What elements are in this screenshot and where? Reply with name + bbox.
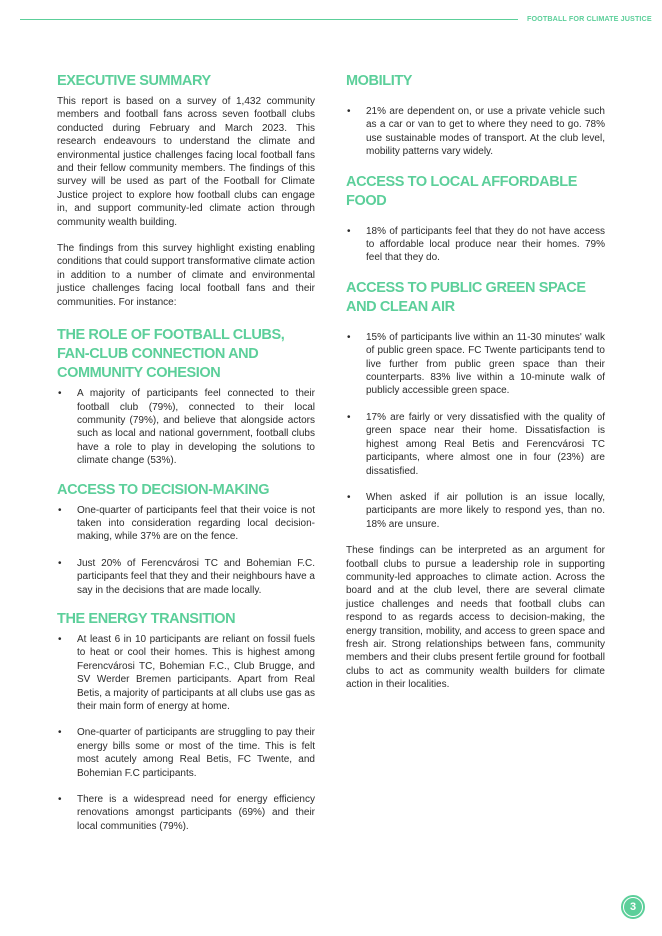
list-item: • Just 20% of Ferencvárosi TC and Bohemian F.C. participants feel that they and their neighbours have a say in the decisions that are made locally. — [57, 557, 315, 597]
list-item: • 15% of participants live within an 11-30 minutes' walk of public green space. FC Twente participants tend to live further from public green space than their counterparts. 83% live within a 10-minute walk of publicly accessible green space. — [346, 331, 605, 398]
heading-role-of-football-clubs: THE ROLE OF FOOTBALL CLUBS, FAN-CLUB CONNECTION AND COMMUNITY COHESION — [57, 327, 285, 382]
exec-paragraph-1: This report is based on a survey of 1,432 community members and football fans across seven football clubs conducted during February and March 2023. This research endeavours to understand the climate and environmental justice challenges facing local football fans and their fellow community members. The findings of this survey will be used as part of the Football for Climate Justice project to explore how football clubs can engage in, and support community-led climate action through community wealth building. — [57, 96, 315, 228]
list-item: • One-quarter of participants are struggling to pay their energy bills some or most of the time. This is felt most acutely among Real Betis, FC Twente, and Bohemian F.C participants. — [57, 726, 315, 780]
energy-list — [57, 633, 315, 833]
conclusion-paragraph: These findings can be interpreted as an argument for football clubs to pursue a leadership role in supporting community-led approaches to climate action. Across the board and at the club level, there are several climate justice challenges and needs that football clubs can respond to as regards access to decision-making, the energy transition, mobility, and access to green space and fresh air. Strong relationships between fans, community members and their clubs present fertile ground for football clubs to act as community wealth builders for climate action in their localities. — [346, 545, 605, 691]
food-list — [346, 225, 605, 265]
list-item: • 18% of participants feel that they do not have access to affordable local produce near their homes. 79% feel that they do. — [346, 225, 605, 265]
header-rule — [20, 19, 518, 20]
left-column — [57, 72, 315, 846]
right-column — [346, 72, 605, 705]
page-number: 3 — [624, 898, 642, 916]
heading-executive-summary: EXECUTIVE SUMMARY — [57, 73, 211, 89]
mobility-list — [346, 105, 605, 159]
heading-mobility: MOBILITY — [346, 73, 413, 89]
list-item: • 17% are fairly or very dissatisfied with the quality of green space near their home. Dissatisfaction is highest among Real Betis and Ferencvárosi TC participants, where almost one in four (23%) are dissatisfied. — [346, 411, 605, 478]
page-number-badge — [621, 895, 645, 919]
role-list — [57, 387, 315, 467]
list-item: • At least 6 in 10 participants are reliant on fossil fuels to heat or cool their homes. This is highest among Ferencvárosi TC, Bohemian F.C., Club Brugge, and SV Werder Bremen participants. Apart from Real Betis, a majority of participants at all clubs use gas as their main form of energy at home. — [57, 633, 315, 713]
list-item: • A majority of participants feel connected to their football club (79%), connected to their local community (79%), and believe that alongside actors such as local and national government, football clubs have a role to play in developing the solutions to climate change (53%). — [57, 387, 315, 467]
heading-local-food: ACCESS TO LOCAL AFFORDABLE FOOD — [346, 173, 578, 209]
decision-list — [57, 504, 315, 597]
list-item: • When asked if air pollution is an issue locally, participants are more likely to respond yes, than no. 18% are unsure. — [346, 491, 605, 531]
heading-energy-transition: THE ENERGY TRANSITION — [57, 610, 236, 627]
list-item: • There is a widespread need for energy efficiency renovations amongst participants (69%) and their local communities (79%). — [57, 793, 315, 833]
green-list — [346, 331, 605, 531]
exec-paragraph-2: The findings from this survey highlight existing enabling conditions that could support transformative climate action in addition to a number of climate and environmental justice challenges facing local football fans and their communities. For instance: — [57, 243, 315, 308]
list-item: • 21% are dependent on, or use a private vehicle such as a car or van to get to where they need to go. 78% use sustainable modes of transport. At the club level, mobility patterns vary widely. — [346, 105, 605, 159]
heading-decision-making: ACCESS TO DECISION-MAKING — [57, 481, 270, 498]
heading-green-space: ACCESS TO PUBLIC GREEN SPACE AND CLEAN AIR — [346, 279, 586, 315]
list-item: • One-quarter of participants feel that their voice is not taken into consideration regarding local decision-making, while 37% are on the fence. — [57, 504, 315, 544]
header-title: FOOTBALL FOR CLIMATE JUSTICE — [527, 14, 652, 23]
